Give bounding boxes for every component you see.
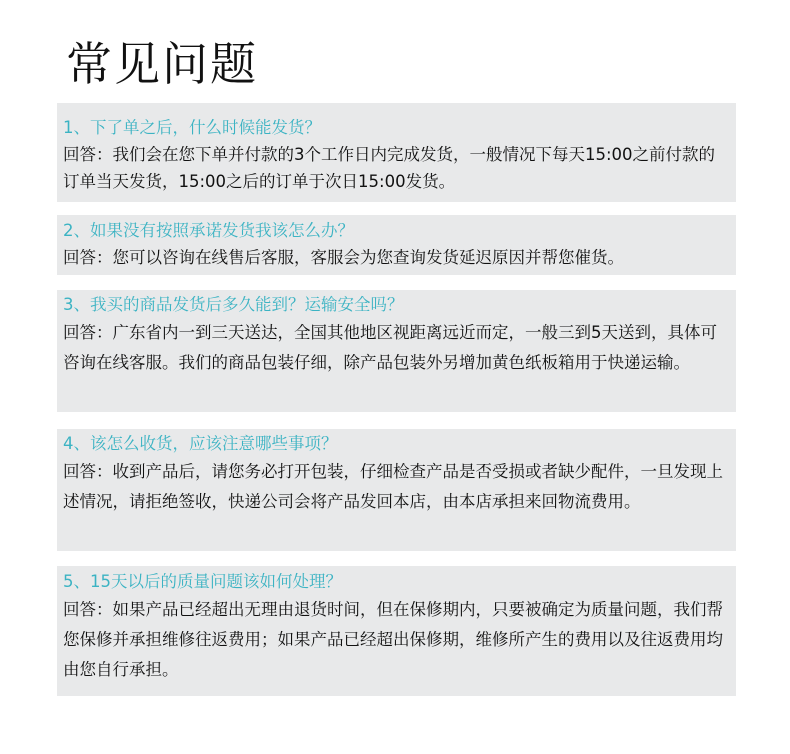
faq-answer: 回答：您可以咨询在线售后客服，客服会为您查询发货延迟原因并帮您催货。 [63,248,624,267]
faq-question: 1、下了单之后，什么时候能发货？ [63,118,321,137]
faq-question: 3、我买的商品发货后多久能到？运输安全吗？ [63,295,404,314]
page-title: 常见问题 [66,37,258,91]
faq-answer: 回答：收到产品后，请您务必打开包装，仔细检查产品是否受损或者缺少配件，一旦发现上述情况，请拒绝签收，快递公司会将产品发回本店，由本店承担来回物流费用。 [63,462,723,511]
faq-question: 5、15天以后的质量问题该如何处理？ [63,572,342,591]
faq-item [57,566,736,696]
faq-answer: 回答：如果产品已经超出无理由退货时间，但在保修期内，只要被确定为质量问题，我们帮您保修并承担维修往返费用；如果产品已经超出保修期，维修所产生的费用以及往返费用均由您自行承担。 [63,600,723,679]
faq-answer: 回答：我们会在您下单并付款的3个工作日内完成发货，一般情况下每天15:00之前付款的订单当天发货，15:00之后的订单于次日15:00发货。 [63,145,716,191]
faq-item [57,103,736,202]
faq-item [57,429,736,551]
faq-question: 2、如果没有按照承诺发货我该怎么办？ [63,221,354,240]
faq-item [57,215,736,275]
faq-item [57,290,736,412]
faq-question: 4、该怎么收货，应该注意哪些事项？ [63,434,338,453]
faq-answer: 回答：广东省内一到三天送达，全国其他地区视距离远近而定，一般三到5天送到，具体可咨询在线客服。我们的商品包装仔细，除产品包装外另增加黄色纸板箱用于快递运输。 [63,323,717,372]
